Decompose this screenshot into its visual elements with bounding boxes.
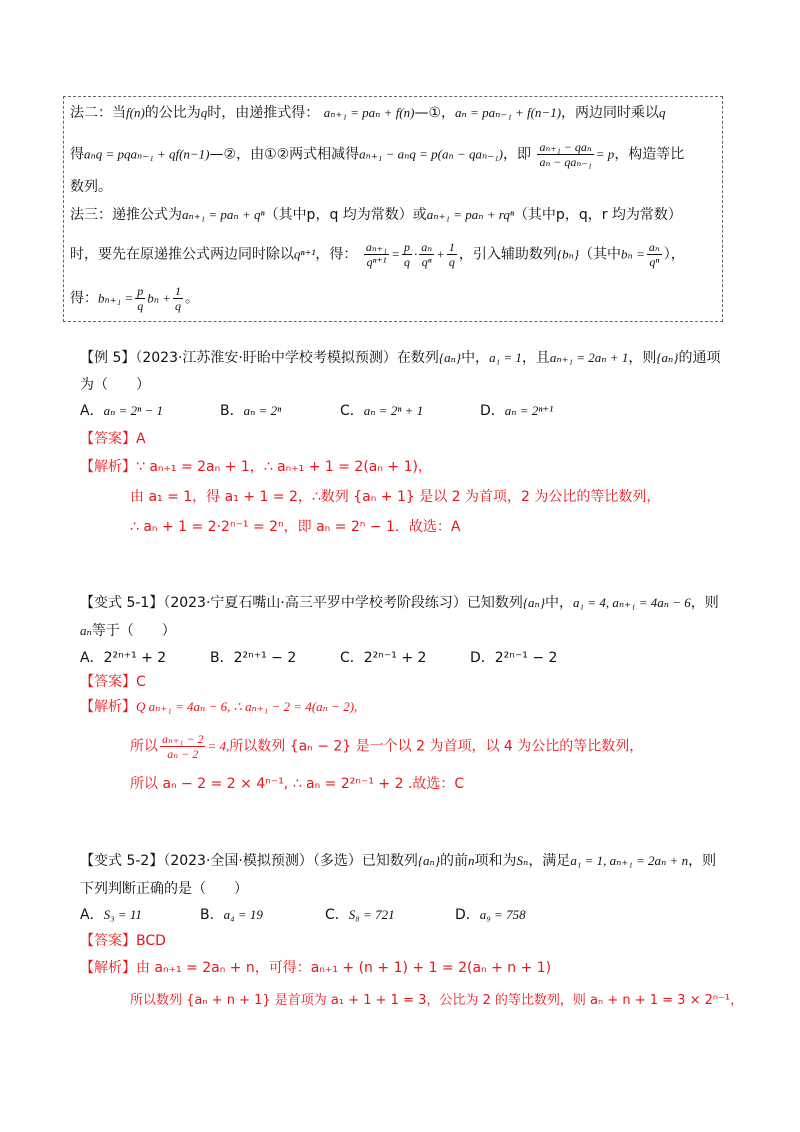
variant51-answer: 【答案】C [80,674,146,690]
example5-option-c: C．aₙ = 2ⁿ + 1 [340,403,424,419]
variant51-analysis-1: 【解析】Q aₙ₊₁ = 4aₙ − 6, ∴ aₙ₊₁ − 2 = 4(aₙ − 2), [80,699,358,715]
variant52-option-b: B．a₄ = 19 [200,907,263,923]
variant51-option-a: A．2²ⁿ⁺¹ + 2 [80,650,167,666]
method-line-4: 法三：递推公式为aₙ₊₁ = paₙ + qⁿ（其中p，q 均为常数）或aₙ₊₁ = paₙ + rqⁿ（其中p，q，r 均为常数） [70,207,682,223]
variant52-option-c: C．S₈ = 721 [325,907,395,923]
variant51-option-d: D．2²ⁿ⁻¹ − 2 [470,650,558,666]
example5-analysis-2: 由 a₁ = 1，得 a₁ + 1 = 2，∴数列 {aₙ + 1} 是以 2 为首项，2 为公比的等比数列， [130,489,661,505]
variant52-question: 【变式 5-2】（2023·全国·模拟预测）（多选）已知数列{aₙ}的前n项和为Sₙ，满足a₁ = 1, aₙ₊₁ = 2aₙ + n，则 [80,853,717,869]
example5-analysis-3: ∴ aₙ + 1 = 2·2ⁿ⁻¹ = 2ⁿ，即 aₙ = 2ⁿ − 1．故选：A [130,519,461,535]
method-line-2: 得aₙq = pqaₙ₋₁ + qf(n−1)—②，由①②两式相减得aₙ₊₁ − aₙq = p(aₙ − qaₙ₋₁)，即 $\frac{\text{aₙ₊₁ − qaₙ}}{\text{aₙ − qaₙ₋₁}}$ = p，构造等比 [70,140,685,169]
method-line-5: 时，要先在原递推公式两边同时除以qⁿ⁺¹，得： $\frac{\text{aₙ₊₁}}{\text{qⁿ⁺¹}}$ = $\frac{p}{q}$ · $\frac{\text{aₙ}}{\text{qⁿ}}$ + $\frac{1}{q}$ ，引入辅助数列{bₙ}（其中bₙ = $\frac{\text{aₙ}}{\text{qⁿ}}$ ）， [70,240,685,269]
method-line-1: 法二：当f(n)的公比为q时，由递推式得： aₙ₊₁ = paₙ + f(n)—①，aₙ = paₙ₋₁ + f(n−1)，两边同时乘以q [70,105,666,121]
method-line-3: 数列。 [70,179,112,195]
example5-option-b: B．aₙ = 2ⁿ [220,403,282,419]
variant51-analysis-2: 所以 $\frac{\text{aₙ₊₁ − 2}}{\text{aₙ − 2}}$ = 4,所以数列 {aₙ − 2} 是一个以 2 为首项，以 4 为公比的等比数列， [130,732,644,761]
variant52-analysis-1: 【解析】由 aₙ₊₁ = 2aₙ + n，可得：aₙ₊₁ + (n + 1) + 1 = 2(aₙ + n + 1) [80,960,552,976]
variant52-question-end: 下列判断正确的是（ ） [80,881,248,897]
variant52-analysis-2: 所以数列 {aₙ + n + 1} 是首项为 a₁ + 1 + 1 = 3，公比为 2 的等比数列，则 aₙ + n + 1 = 3 × 2ⁿ⁻¹， [130,993,744,1008]
method-fraction: $\frac{\text{aₙ₊₁ − qaₙ}}{\text{aₙ − qaₙ₋₁}}$ [539,140,592,169]
example5-option-a: A．aₙ = 2ⁿ − 1 [80,403,163,419]
variant52-option-a: A．S₃ = 11 [80,907,142,923]
example5-question: 【例 5】（2023·江苏淮安·盱眙中学校考模拟预测）在数列{aₙ}中，a₁ = 1，且aₙ₊₁ = 2aₙ + 1，则{aₙ}的通项 [80,350,721,366]
example5-option-d: D．aₙ = 2ⁿ⁺¹ [480,403,554,419]
variant52-option-d: D．a₉ = 758 [455,907,526,923]
variant51-option-c: C．2²ⁿ⁻¹ + 2 [340,650,427,666]
method-line-6: 得：bₙ₊₁ = $\frac{p}{q}$ bₙ + $\frac{1}{q}$ 。 [70,284,199,313]
variant51-analysis-3: 所以 aₙ − 2 = 2 × 4ⁿ⁻¹, ∴ aₙ = 2²ⁿ⁻¹ + 2 .故选：C [130,776,465,792]
example5-answer: 【答案】A [80,431,146,447]
variant51-question-end: aₙ等于（ ） [80,623,176,639]
variant51-option-b: B．2²ⁿ⁺¹ − 2 [210,650,297,666]
example5-analysis-1: 【解析】∵ aₙ₊₁ = 2aₙ + 1，∴ aₙ₊₁ + 1 = 2(aₙ + 1)， [80,459,432,475]
variant51-question: 【变式 5-1】（2023·宁夏石嘴山·高三平罗中学校考阶段练习）已知数列{aₙ}中，a₁ = 4, aₙ₊₁ = 4aₙ − 6，则 [80,595,719,611]
variant52-answer: 【答案】BCD [80,933,166,949]
example5-question-end: 为（ ） [80,377,150,393]
